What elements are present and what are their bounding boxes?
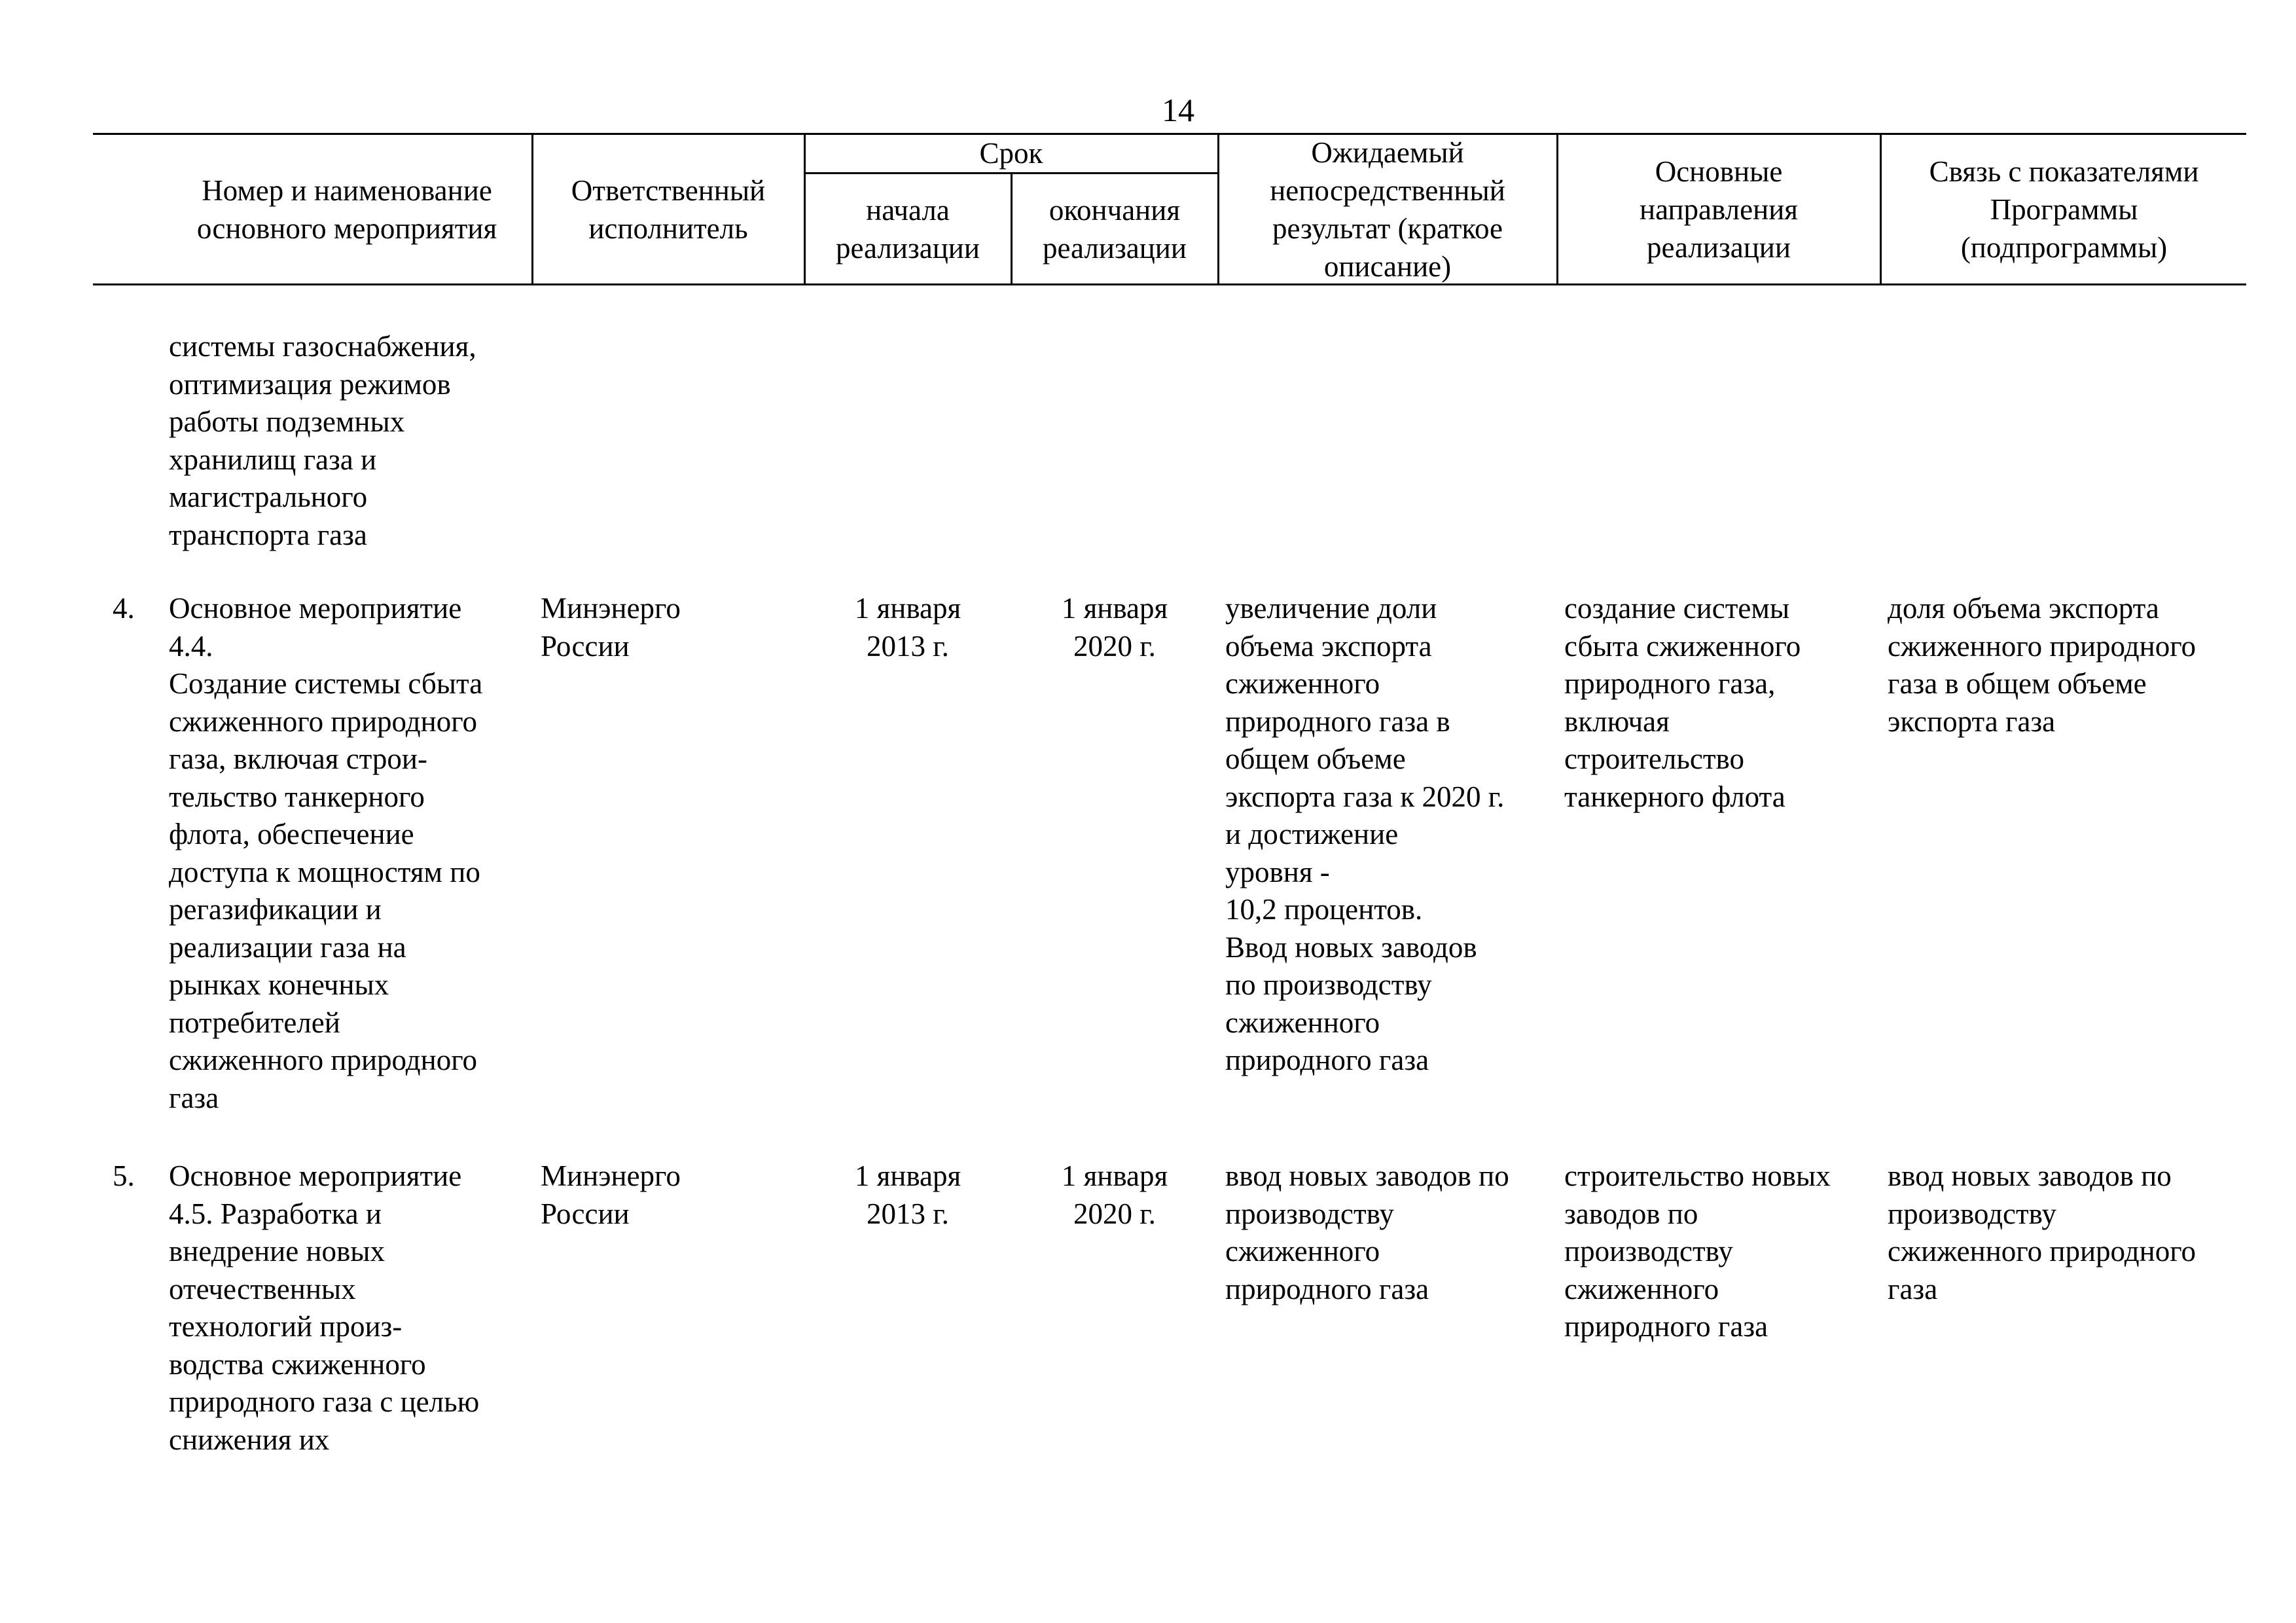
row-directions: создание системы сбыта сжиженного природного газа, включая строительство танкерного флота xyxy=(1564,592,1801,813)
row-end: 1 января 2020 г. xyxy=(1061,592,1168,663)
row-executor: Минэнерго России xyxy=(541,592,681,663)
row-name: Основное мероприятие 4.5. Разработка и внедрение новых отечественных технологий произ- водства сжиженного природного газа с целью снижения их xyxy=(169,1159,480,1456)
header-result: Ожидаемый непосредственный результат (краткое описание) xyxy=(1270,136,1505,283)
continuation-name: системы газоснабжения, оптимизация режимов работы подземных хранилищ газа и магистрального транспорта газа xyxy=(169,330,476,551)
row-end: 1 января 2020 г. xyxy=(1061,1159,1168,1230)
row-executor: Минэнерго России xyxy=(541,1159,681,1230)
row-number: 5. xyxy=(113,1159,135,1192)
header-indicators: Связь с показателями Программы (подпрограммы) xyxy=(1929,155,2199,264)
header-executor: Ответственный исполнитель xyxy=(571,174,766,245)
row-start: 1 января 2013 г. xyxy=(854,592,961,663)
header-name: Номер и наименование основного мероприятия xyxy=(196,174,497,245)
page-number: 14 xyxy=(1162,92,1194,128)
row-name: Основное мероприятие 4.4. Создание системы сбыта сжиженного природного газа, включая строи- тельство танкерного флота, обеспечение доступа к мощностям по регазификации и реализации газа на рынках конечных потребителей сжиженного природного газа xyxy=(169,592,483,1114)
row-result: ввод новых заводов по производству сжиженного природного газа xyxy=(1225,1159,1509,1305)
header-term: Срок xyxy=(979,137,1043,170)
header-start: начала реализации xyxy=(836,194,980,264)
row-result: увеличение доли объема экспорта сжиженного природного газа в общем объеме экспорта газа к 2020 г. и достижение уровня - 10,2 процентов. Ввод новых заводов по производству сжиженного природного газа xyxy=(1225,592,1505,1076)
row-indicators: доля объема экспорта сжиженного природного газа в общем объеме экспорта газа xyxy=(1888,592,2197,738)
header-directions: Основные направления реализации xyxy=(1640,155,1798,264)
row-number: 4. xyxy=(113,592,135,625)
row-indicators: ввод новых заводов по производству сжиженного природного газа xyxy=(1888,1159,2197,1305)
header-end: окончания реализации xyxy=(1043,194,1187,264)
row-directions: строительство новых заводов по производству сжиженного природного газа xyxy=(1564,1159,1831,1343)
row-start: 1 января 2013 г. xyxy=(854,1159,961,1230)
